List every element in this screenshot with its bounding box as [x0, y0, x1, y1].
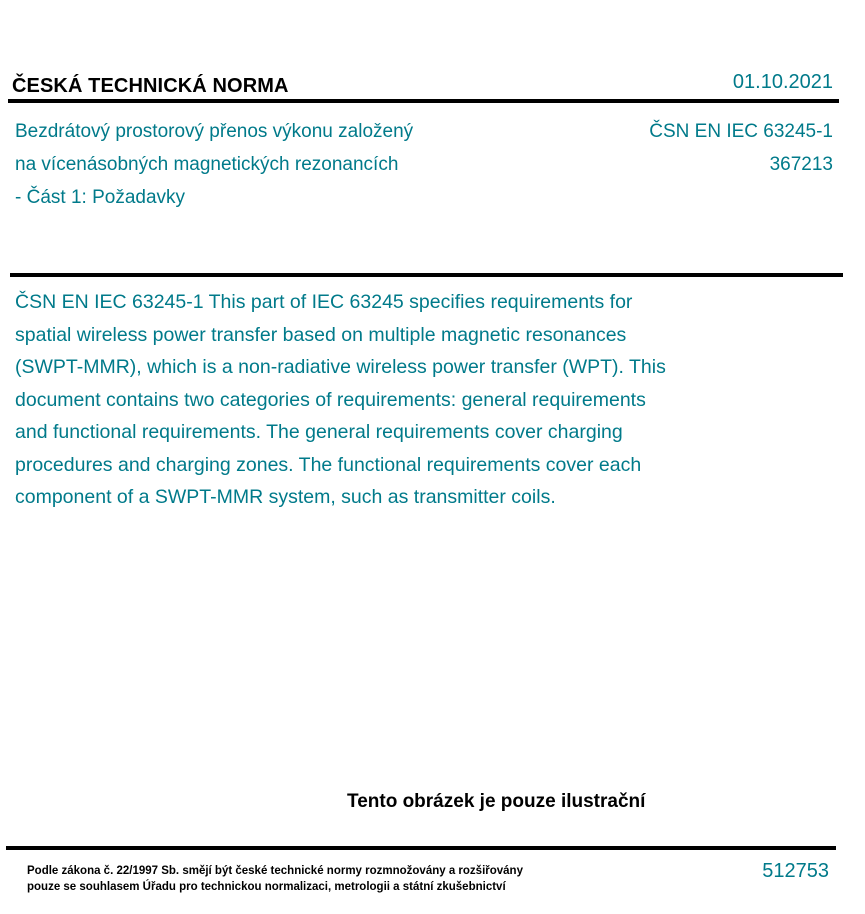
abstract-line: procedures and charging zones. The functional requirements cover each [15, 453, 642, 476]
legal-notice-line: Podle zákona č. 22/1997 Sb. smějí být české technické normy rozmnožovány a rozšiřovány [27, 865, 523, 877]
class-number: 367213 [769, 154, 833, 175]
document-title [15, 115, 535, 214]
document-identifiers [649, 115, 833, 181]
document-title-line: Bezdrátový prostorový přenos výkonu založený [15, 121, 414, 142]
document-title-line: - Část 1: Požadavky [15, 187, 186, 208]
top-divider [8, 99, 839, 103]
legal-notice-line: pouze se souhlasem Úřadu pro technickou normalizaci, metrologii a státní zkušebnictví [27, 881, 506, 893]
abstract-line: ČSN EN IEC 63245-1 This part of IEC 63245 specifies requirements for [15, 291, 633, 313]
illustration-note: Tento obrázek je pouze ilustrační [347, 791, 646, 812]
abstract-line: and functional requirements. The general requirements cover charging [15, 421, 623, 443]
abstract-line: component of a SWPT-MMR system, such as transmitter coils. [15, 486, 556, 508]
legal-notice [27, 863, 523, 895]
middle-divider [10, 273, 843, 277]
document-number: 512753 [762, 860, 829, 882]
document-title-line: na vícenásobných magnetických rezonancích [15, 154, 399, 175]
bottom-divider [6, 846, 836, 850]
standard-code: ČSN EN IEC 63245-1 [649, 121, 833, 142]
standard-header-title: ČESKÁ TECHNICKÁ NORMA [12, 75, 289, 97]
abstract-line: document contains two categories of requirements: general requirements [15, 388, 646, 411]
abstract-line: spatial wireless power transfer based on multiple magnetic resonances [15, 323, 627, 346]
abstract-line: (SWPT-MMR), which is a non-radiative wireless power transfer (WPT). This [15, 356, 666, 378]
publication-date: 01.10.2021 [732, 71, 833, 93]
abstract-text [15, 286, 755, 514]
